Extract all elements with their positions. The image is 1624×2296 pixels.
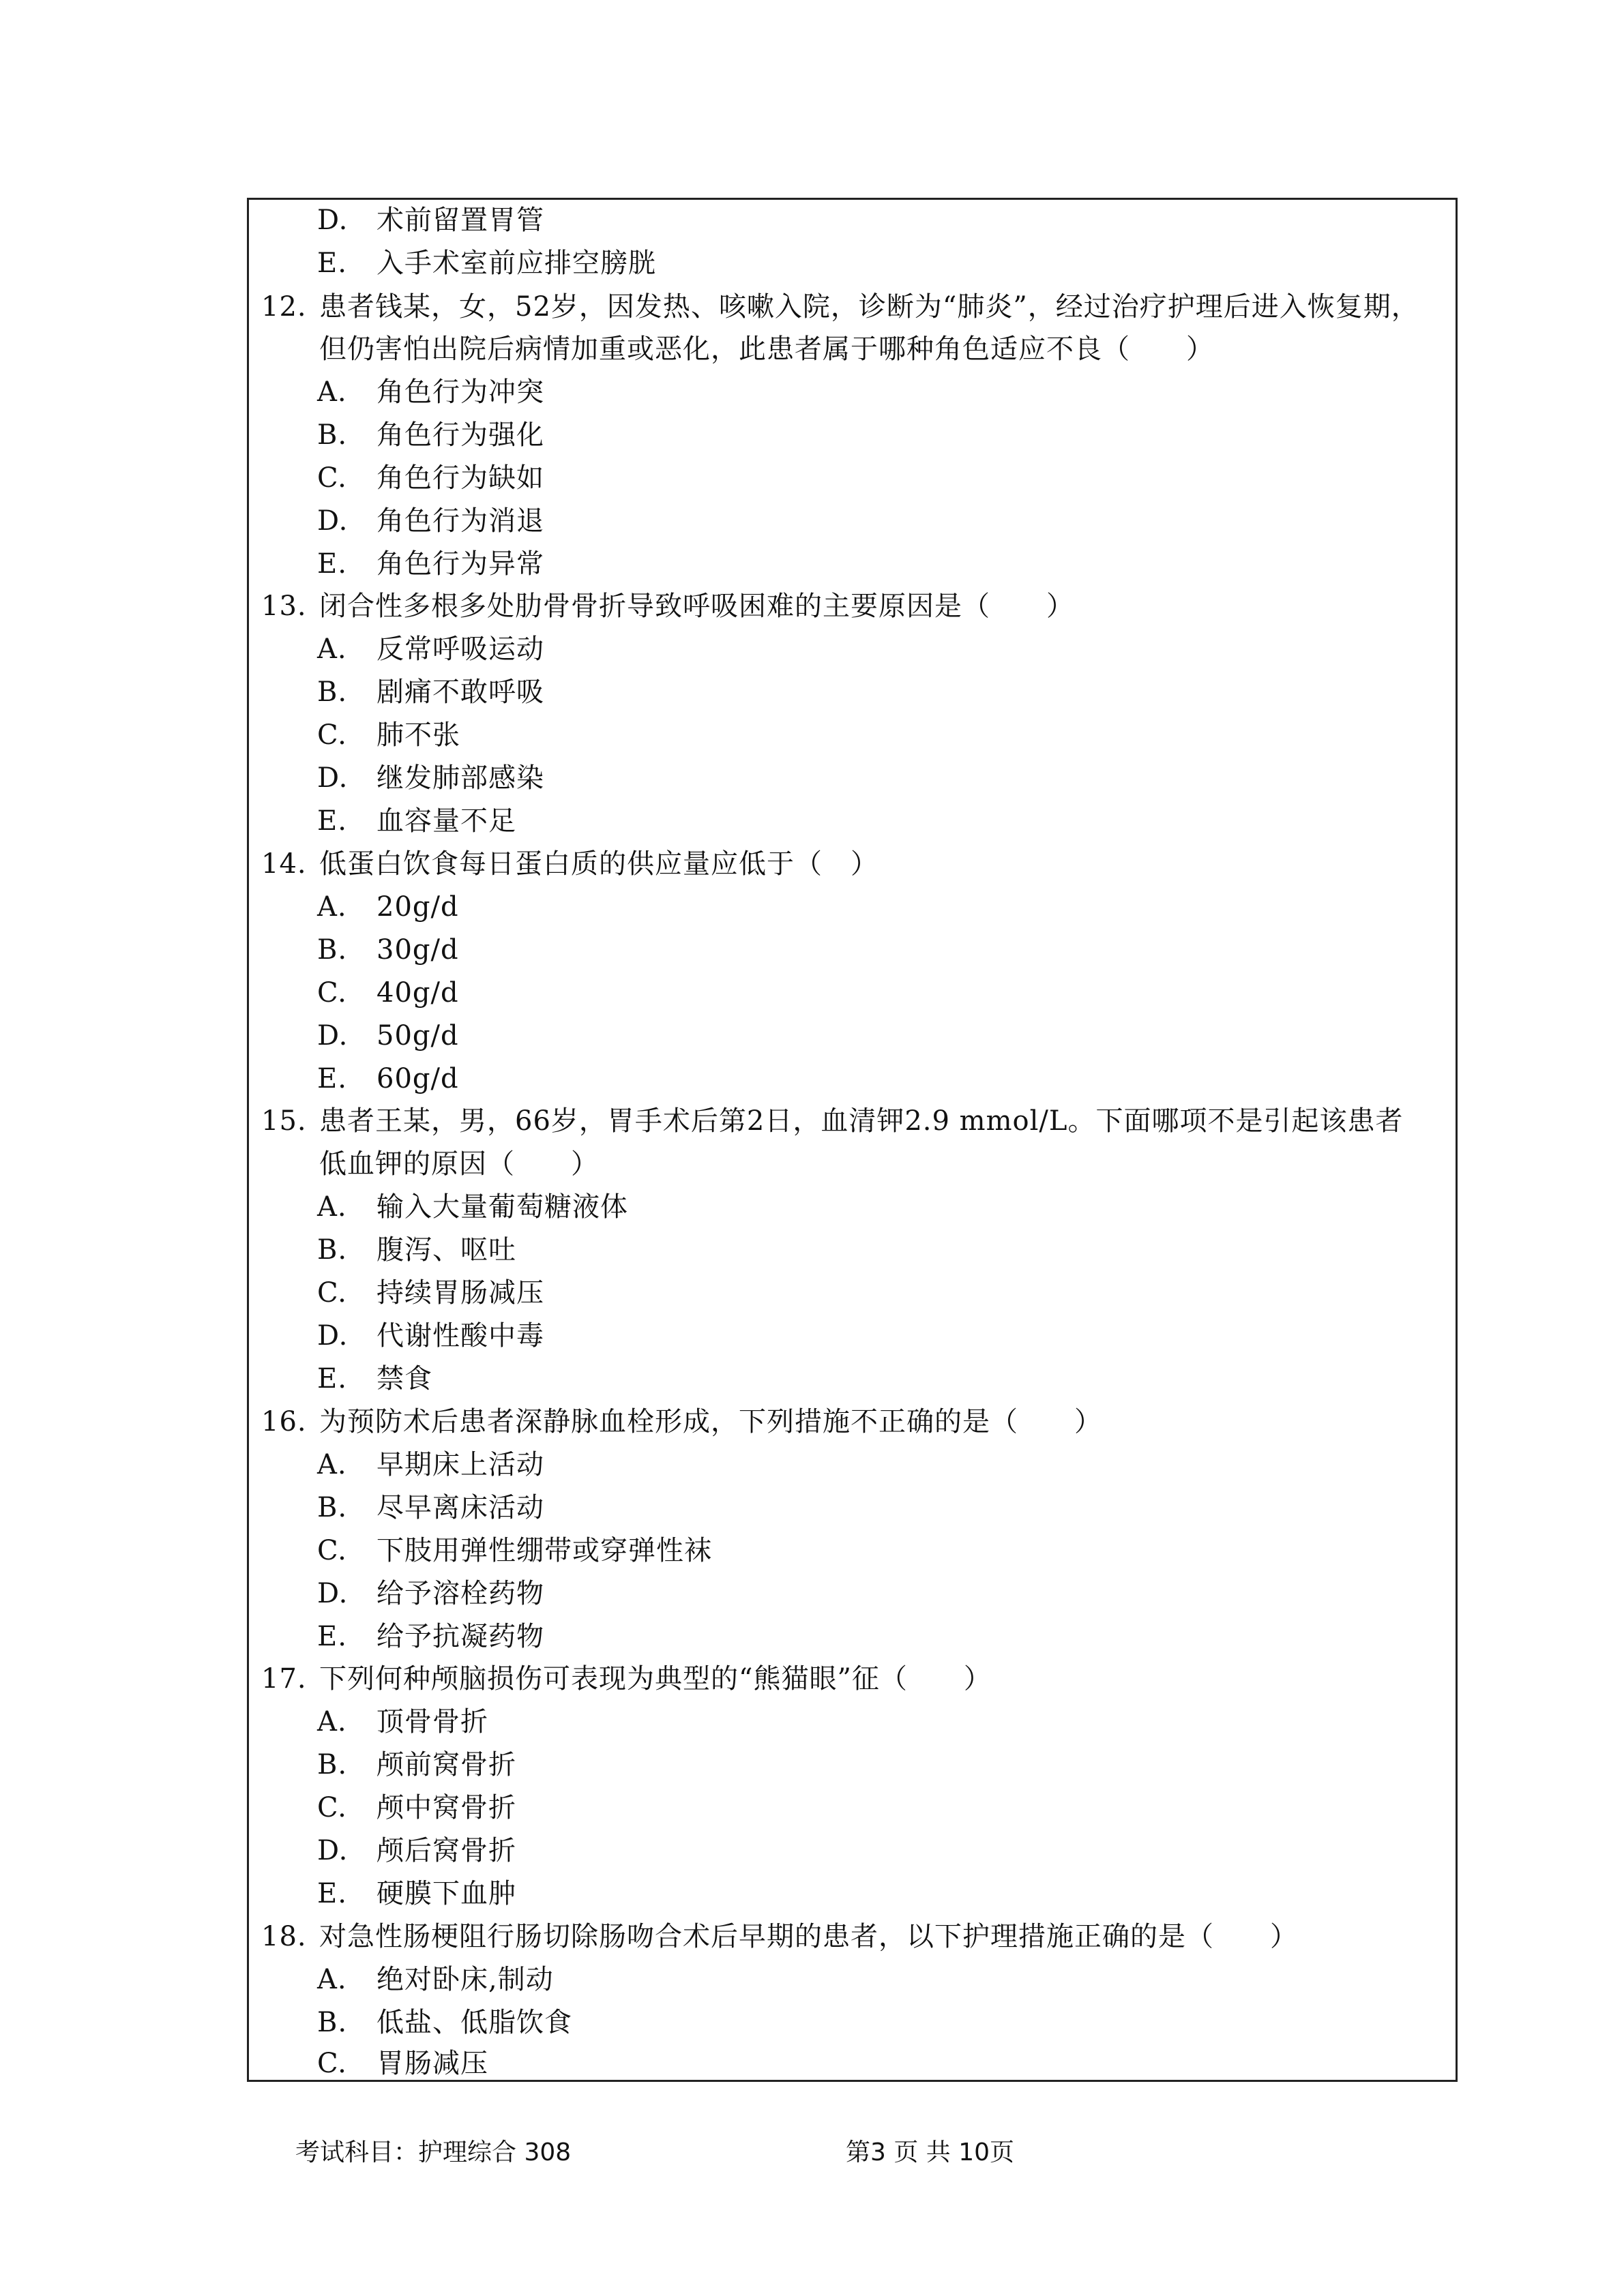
option-letter: D. [317, 1835, 349, 1866]
question-text: 对急性肠梗阻行肠切除肠吻合术后早期的患者，以下护理措施正确的是（ ） [319, 1921, 1298, 1952]
option-letter: C. [317, 1535, 347, 1566]
question-text: 患者钱某，女，52岁，因发热、咳嗽入院，诊断为“肺炎”，经过治疗护理后进入恢复期， [319, 291, 1419, 323]
option-letter: E. [317, 1363, 347, 1395]
option-letter: C. [317, 462, 347, 494]
option-letter: E. [317, 1621, 347, 1652]
option-text: 持续胃肠减压 [377, 1277, 544, 1309]
question-text: 但仍害怕出院后病情加重或恶化，此患者属于哪种角色适应不良（ ） [319, 333, 1214, 365]
option-text: 胃肠减压 [377, 2048, 488, 2079]
option-text: 血容量不足 [377, 805, 516, 837]
option-letter: D. [317, 762, 349, 794]
option-letter: D. [317, 1578, 349, 1609]
option-text: 角色行为缺如 [377, 462, 544, 494]
option-letter: C. [317, 977, 347, 1009]
option-letter: C. [317, 719, 347, 751]
option-letter: B. [317, 676, 348, 708]
question-number: 15. [261, 1105, 307, 1137]
option-letter: C. [317, 2048, 347, 2079]
question-text: 下列何种颅脑损伤可表现为典型的“熊猫眼”征（ ） [319, 1663, 992, 1695]
option-text: 输入大量葡萄糖液体 [377, 1191, 628, 1223]
option-text: 早期床上活动 [377, 1449, 544, 1480]
option-letter: B. [317, 1749, 348, 1780]
question-text: 患者王某，男，66岁，胃手术后第2日，血清钾2.9 mmol/L。下面哪项不是引起该患者 [319, 1105, 1404, 1137]
question-text: 为预防术后患者深静脉血栓形成，下列措施不正确的是（ ） [319, 1406, 1102, 1437]
option-text: 颅后窝骨折 [377, 1835, 516, 1866]
option-text: 下肢用弹性绷带或穿弹性袜 [377, 1535, 712, 1566]
question-number: 17. [261, 1663, 307, 1695]
option-letter: B. [317, 419, 348, 451]
question-text: 低蛋白饮食每日蛋白质的供应量应低于（ ） [319, 848, 879, 880]
option-letter: E. [317, 1063, 347, 1094]
option-letter: A. [317, 891, 347, 923]
option-text: 顶骨骨折 [377, 1706, 488, 1738]
option-letter: E. [317, 805, 347, 837]
option-letter: C. [317, 1277, 347, 1309]
question-text: 闭合性多根多处肋骨骨折导致呼吸困难的主要原因是（ ） [319, 591, 1074, 622]
option-letter: A. [317, 1191, 347, 1223]
option-letter: E. [317, 1878, 347, 1909]
option-letter: B. [317, 934, 348, 966]
option-text: 反常呼吸运动 [377, 633, 544, 665]
option-letter: D. [317, 505, 349, 537]
question-number: 14. [261, 848, 307, 880]
option-text: 40g/d [377, 977, 459, 1009]
option-letter: E. [317, 248, 347, 279]
option-text: 低盐、低脂饮食 [377, 2007, 572, 2038]
option-text: 硬膜下血肿 [377, 1878, 516, 1909]
question-number: 18. [261, 1921, 307, 1952]
option-text: 颅中窝骨折 [377, 1792, 516, 1823]
option-text: 角色行为消退 [377, 505, 544, 537]
option-letter: C. [317, 1792, 347, 1823]
option-text: 肺不张 [377, 719, 460, 751]
exam-subject: 考试科目：护理综合 308 [295, 2138, 572, 2166]
option-text: 禁食 [377, 1363, 432, 1395]
option-text: 角色行为冲突 [377, 376, 544, 408]
option-text: 绝对卧床,制动 [377, 1964, 554, 1995]
option-text: 角色行为异常 [377, 548, 544, 580]
option-letter: A. [317, 1449, 347, 1480]
question-number: 12. [261, 291, 307, 323]
option-letter: D. [317, 205, 349, 236]
option-text: 剧痛不敢呼吸 [377, 676, 544, 708]
option-text: 入手术室前应排空膀胱 [377, 248, 656, 279]
option-text: 继发肺部感染 [377, 762, 544, 794]
option-text: 60g/d [377, 1063, 459, 1094]
option-text: 角色行为强化 [377, 419, 544, 451]
question-text: 低血钾的原因（ ） [319, 1148, 599, 1180]
option-text: 20g/d [377, 891, 459, 923]
option-text: 颅前窝骨折 [377, 1749, 516, 1780]
option-text: 腹泻、呕吐 [377, 1234, 516, 1266]
option-text: 尽早离床活动 [377, 1492, 544, 1523]
option-text: 术前留置胃管 [377, 205, 544, 236]
option-letter: B. [317, 1492, 348, 1523]
page-number: 第3 页 共 10页 [846, 2138, 1015, 2166]
option-text: 50g/d [377, 1020, 459, 1052]
option-text: 给予溶栓药物 [377, 1578, 544, 1609]
option-text: 代谢性酸中毒 [377, 1320, 544, 1352]
option-letter: E. [317, 548, 347, 580]
option-letter: B. [317, 1234, 348, 1266]
option-text: 给予抗凝药物 [377, 1621, 544, 1652]
option-text: 30g/d [377, 934, 459, 966]
option-letter: A. [317, 376, 347, 408]
option-letter: A. [317, 1706, 347, 1738]
option-letter: A. [317, 633, 347, 665]
question-number: 16. [261, 1406, 307, 1437]
option-letter: D. [317, 1020, 349, 1052]
option-letter: D. [317, 1320, 349, 1352]
option-letter: B. [317, 2007, 348, 2038]
question-number: 13. [261, 591, 307, 622]
option-letter: A. [317, 1964, 347, 1995]
